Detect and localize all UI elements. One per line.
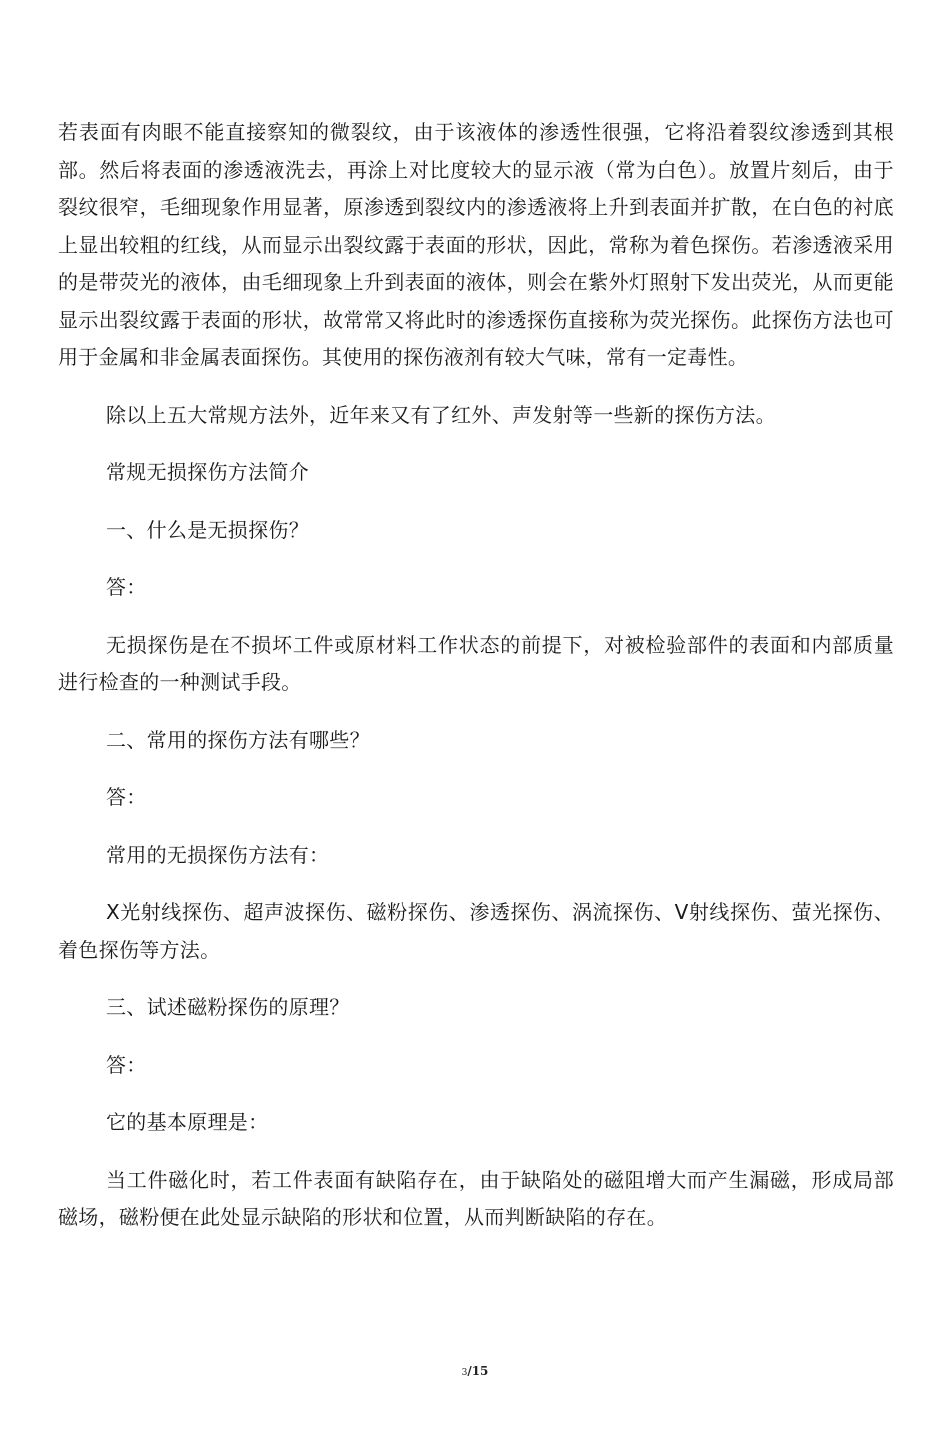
answer-label-3: 答：: [106, 1052, 147, 1077]
question-1: 一、什么是无损探伤？: [106, 517, 309, 542]
total-pages: /15: [467, 1364, 489, 1378]
answer-label-2: 答：: [106, 785, 147, 809]
answer-label-1: 答：: [106, 575, 147, 599]
answer-2-list: X光射线探伤、超声波探伤、磁粉探伤、渗透探伤、涡流探伤、V射线探伤、萤光探伤、着色探伤等方法。: [58, 900, 894, 962]
question-2: 二、常用的探伤方法有哪些？: [106, 727, 370, 752]
section-heading: 常规无损探伤方法简介: [106, 460, 309, 484]
current-page: 3: [461, 1368, 468, 1378]
answer-3-intro: 它的基本原理是：: [106, 1110, 269, 1134]
paragraph-new-methods: 除以上五大常规方法外，近年来又有了红外、声发射等一些新的探伤方法。: [106, 402, 776, 427]
paragraph-penetrant-testing: 若表面有肉眼不能直接察知的微裂纹，由于该液体的渗透性很强，它将沿着裂纹渗透到其根部。然后将表面的渗透液洗去，再涂上对比度较大的显示液（常为白色）。放置片刻后，由于裂纹很窄，毛细现象作用显著，原渗透到裂纹内的渗透液将上升到表面并扩散，在白色的衬底上显出较粗的红线，从而显示出裂纹露于表面的形状，因此，常称为着色探伤。若渗透液采用的是带荧光的液体，由毛细现象上升到表面的液体，则会在紫外灯照射下发出荧光，从而更能显示出裂纹露于表面的形状，故常常又将此时的渗透探伤直接称为荧光探伤。此探伤方法也可用于金属和非金属表面探伤。其使用的探伤液剂有较大气味，常有一定毒性。: [58, 120, 894, 369]
page-number: [0, 1364, 950, 1378]
answer-3-body: 当工件磁化时，若工件表面有缺陷存在，由于缺陷处的磁阻增大而产生漏磁，形成局部磁场，磁粉便在此处显示缺陷的形状和位置，从而判断缺陷的存在。: [58, 1167, 894, 1229]
document-body: [58, 114, 894, 1237]
answer-2-intro: 常用的无损探伤方法有：: [106, 842, 330, 867]
answer-1: 无损探伤是在不损坏工件或原材料工作状态的前提下，对被检验部件的表面和内部质量进行检查的一种测试手段。: [58, 632, 894, 694]
question-3: 三、试述磁粉探伤的原理？: [106, 995, 350, 1019]
